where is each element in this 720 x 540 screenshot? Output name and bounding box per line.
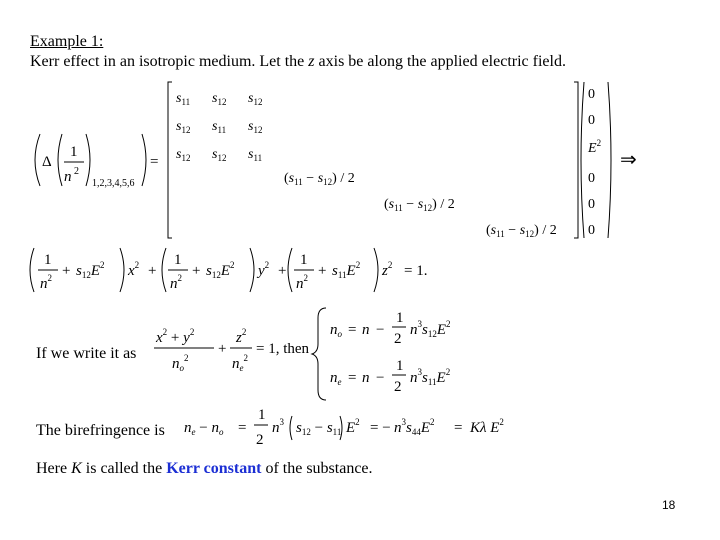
svg-text:−: − (376, 322, 385, 338)
ellipsoid-rhs: = 1. (404, 263, 428, 279)
vec-0: 0 (588, 87, 595, 102)
ellipse-form-and-indices (148, 306, 488, 402)
svg-text:2: 2 (394, 331, 402, 347)
vec-E2: $E^2$ (588, 138, 602, 156)
slide-title: Example 1: (30, 33, 104, 50)
svg-text:x2 + y2: $x^2 + y^2$ (156, 327, 195, 346)
lhs-subscript: 1,2,3,4,5,6 (92, 178, 135, 189)
svg-text:ne2: $n_e^2$ (232, 353, 248, 373)
intro-z-var: z (308, 53, 315, 70)
intro-text-start: Kerr effect in an isotropic medium. Let the (30, 53, 309, 70)
page-number: 18 (662, 498, 676, 512)
ellipse-rhs: = 1, then (256, 341, 310, 357)
matrix-upper-block (176, 91, 262, 163)
svg-text:n2: $n^2$ (296, 273, 308, 292)
svg-text:no2: $n_o^2$ (172, 353, 189, 373)
svg-text:+: + (278, 263, 287, 279)
svg-text:=: = (348, 322, 357, 338)
svg-text:+: + (218, 341, 227, 357)
svg-text:n2: $n^2$ (40, 273, 52, 292)
svg-text:1: 1 (44, 252, 52, 268)
ifwrite-label: If we write it as (36, 345, 137, 362)
lhs-one: 1 (70, 144, 78, 160)
svg-text:2: 2 (256, 432, 264, 448)
svg-text:z2: $z^2$ (236, 327, 247, 346)
svg-text:1: 1 (300, 252, 308, 268)
m12: $s_{12}$ (212, 91, 227, 107)
svg-text:n3s44E2: $n^3s_{44}E^2$ (394, 417, 435, 437)
m66: $(s_{11} - s_{12}) / 2$ (486, 223, 557, 239)
m44: $(s_{11} - s_{12}) / 2$ (284, 171, 355, 187)
svg-text:no: $n_o$ (330, 322, 342, 339)
svg-text:z2: $z^2$ (382, 260, 393, 279)
field-vector (587, 87, 601, 238)
svg-text:−: − (376, 370, 385, 386)
svg-text:1: 1 (396, 310, 404, 326)
implies-arrow: ⇒ (620, 149, 637, 171)
lhs-paren-left (35, 134, 40, 186)
svg-text:y2: $y^2$ (258, 260, 270, 279)
intro-text-end: axis be along the applied electric field. (314, 53, 566, 70)
k-var: K (71, 460, 82, 477)
svg-text:E2: $E^2$ (346, 417, 360, 436)
svg-text:Kλ E2: Kλ $E^2$ (470, 417, 504, 436)
svg-text:1: 1 (258, 407, 266, 423)
m22: $s_{11}$ (212, 119, 227, 135)
svg-text:s12E2: $s_{12}E^2$ (206, 260, 235, 280)
t1-paren-right (120, 248, 124, 292)
matrix-bracket-left (168, 82, 172, 238)
svg-text:+: + (62, 263, 71, 279)
vec-1: 0 (588, 113, 595, 128)
m21: $s_{12}$ (176, 119, 191, 135)
svg-text:ne: $n_e$ (330, 370, 342, 387)
svg-text:x2: $x^2$ (128, 260, 140, 279)
svg-text:=: = (454, 420, 463, 436)
intro-sentence (30, 53, 566, 71)
m33: $s_{11}$ (248, 147, 263, 163)
t1-paren-left (30, 248, 34, 292)
svg-text:n: n (362, 322, 370, 338)
svg-text:n2: $n^2$ (170, 273, 182, 292)
vec-5: 0 (588, 223, 595, 238)
lhs-paren-right (142, 134, 146, 186)
svg-text:= −: = − (370, 420, 391, 436)
kerr-sentence (36, 460, 373, 478)
m13: $s_{12}$ (248, 91, 263, 107)
m23: $s_{12}$ (248, 119, 263, 135)
kerr-matrix-equation (0, 78, 720, 248)
here-text-mid: is called the (81, 460, 167, 477)
lhs-delta: Δ (42, 154, 52, 170)
index-ellipsoid-equation (0, 246, 720, 296)
svg-text:2: 2 (394, 379, 402, 395)
lhs-sq: 2 (74, 166, 79, 177)
birefringence-label: The birefringence is (36, 422, 165, 439)
m32: $s_{12}$ (212, 147, 227, 163)
svg-text:n3: $n^3$ (272, 417, 284, 436)
lhs-inner-paren-left (58, 134, 62, 186)
svg-text:+: + (148, 263, 157, 279)
kerr-constant-term: Kerr constant (166, 460, 262, 477)
svg-text:s12 − s11: $s_{12} - s_{11}$ (296, 420, 342, 437)
svg-text:=: = (348, 370, 357, 386)
lhs-inner-paren-right (86, 134, 90, 186)
m55: $(s_{11} - s_{12}) / 2$ (384, 197, 455, 213)
svg-text:n3s11E2: $n^3s_{11}E^2$ (410, 367, 451, 387)
svg-text:1: 1 (396, 358, 404, 374)
vector-paren-right (608, 82, 611, 238)
svg-text:s12E2: $s_{12}E^2$ (76, 260, 105, 280)
m11: $s_{11}$ (176, 91, 191, 107)
vec-4: 0 (588, 197, 595, 212)
svg-text:=: = (238, 420, 247, 436)
vector-paren-left (581, 82, 584, 238)
birefringence-equation (180, 400, 520, 450)
lhs-n: n (64, 169, 72, 185)
svg-text:s11E2: $s_{11}E^2$ (332, 260, 361, 280)
here-text-end: of the substance. (261, 460, 373, 477)
here-text-start: Here (36, 460, 72, 477)
svg-text:1: 1 (174, 252, 182, 268)
equals-sign: = (150, 154, 159, 170)
matrix-bracket-right (574, 82, 578, 238)
svg-text:n3s12E2: $n^3s_{12}E^2$ (410, 319, 451, 339)
svg-text:+: + (318, 263, 327, 279)
m31: $s_{12}$ (176, 147, 191, 163)
svg-text:+: + (192, 263, 201, 279)
svg-text:ne − no: $n_e - n_o$ (184, 420, 224, 437)
svg-text:n: n (362, 370, 370, 386)
vec-3: 0 (588, 171, 595, 186)
